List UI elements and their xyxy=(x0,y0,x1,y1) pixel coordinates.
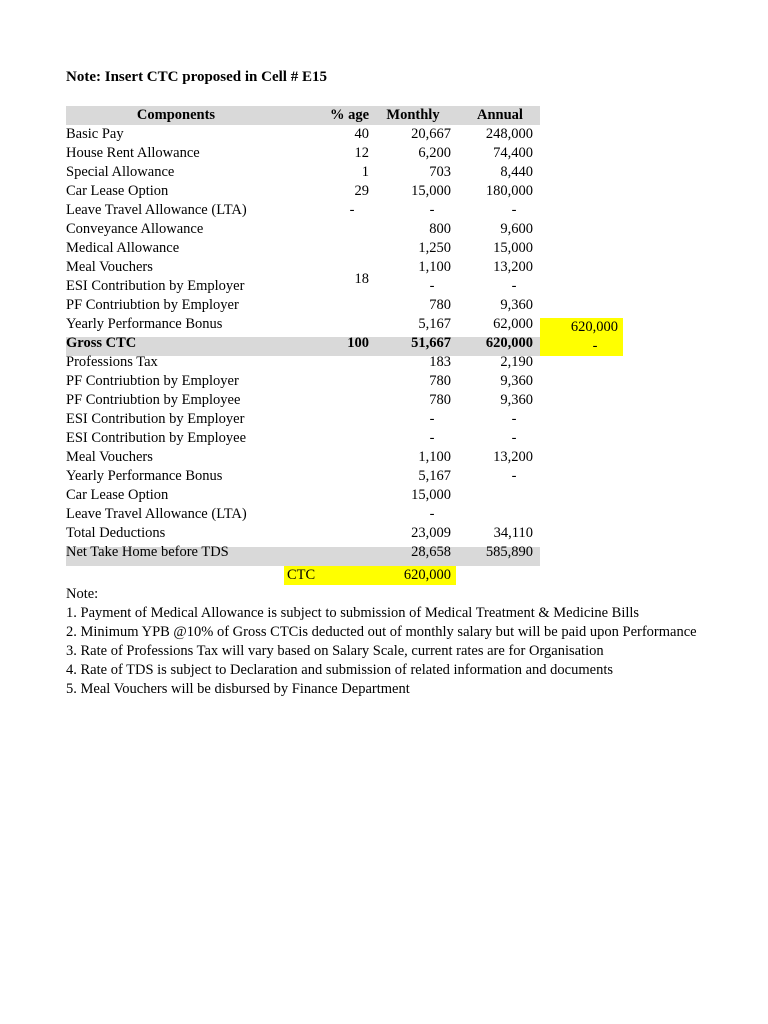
row-label: PF Contriubtion by Employer xyxy=(66,373,239,389)
row-pct xyxy=(300,543,369,562)
row-annual: 9,360 xyxy=(500,297,533,313)
row-monthly: 780 xyxy=(429,297,451,313)
row-monthly: 23,009 xyxy=(411,525,451,541)
ctc-input-dash: - xyxy=(592,338,598,354)
row-label: Car Lease Option xyxy=(66,487,169,503)
ctc-value: 620,000 xyxy=(403,567,451,583)
row-pct xyxy=(300,315,369,334)
row-label: Conveyance Allowance xyxy=(66,221,204,237)
row-pct xyxy=(300,391,369,410)
row-monthly: 1,100 xyxy=(418,449,451,465)
row-pct xyxy=(300,429,369,448)
row-label: Gross CTC xyxy=(66,335,137,351)
row-monthly: - xyxy=(429,430,435,446)
row-monthly: 800 xyxy=(429,221,451,237)
row-label: Professions Tax xyxy=(66,354,158,370)
row-pct xyxy=(300,410,369,429)
row-annual: - xyxy=(511,278,517,294)
row-pct xyxy=(300,372,369,391)
row-annual xyxy=(460,486,533,505)
row-annual: 9,600 xyxy=(500,221,533,237)
row-annual: 2,190 xyxy=(500,354,533,370)
header-components: Components xyxy=(136,107,216,123)
row-pct xyxy=(300,353,369,372)
row-pct: 12 xyxy=(354,145,369,161)
row-monthly: 5,167 xyxy=(418,468,451,484)
row-monthly: 780 xyxy=(429,373,451,389)
row-annual: 180,000 xyxy=(485,183,533,199)
row-label: Medical Allowance xyxy=(66,240,180,256)
row-annual: 13,200 xyxy=(493,259,533,275)
row-annual: 9,360 xyxy=(500,392,533,408)
header-monthly: Monthly xyxy=(386,107,440,123)
row-pct: 1 xyxy=(361,164,369,180)
row-pct: 100 xyxy=(347,335,369,351)
header-annual: Annual xyxy=(477,107,523,123)
row-annual: 62,000 xyxy=(493,316,533,332)
row-label: ESI Contribution by Employee xyxy=(66,430,247,446)
row-annual: - xyxy=(511,468,517,484)
row-annual: 15,000 xyxy=(493,240,533,256)
row-label: ESI Contribution by Employer xyxy=(66,411,245,427)
row-annual: 248,000 xyxy=(485,126,533,142)
row-monthly: - xyxy=(429,278,435,294)
note-item-5: 5. Meal Vouchers will be disbursed by Finance Department xyxy=(66,681,410,697)
row-monthly: 780 xyxy=(429,392,451,408)
row-label: ESI Contribution by Employer xyxy=(66,278,245,294)
row-monthly: 15,000 xyxy=(411,487,451,503)
row-pct: 29 xyxy=(354,183,369,199)
row-pct xyxy=(300,220,369,239)
row-label: Leave Travel Allowance (LTA) xyxy=(66,506,247,522)
merged-pct-cell: 18 xyxy=(354,271,369,287)
row-monthly: 1,250 xyxy=(418,240,451,256)
row-pct xyxy=(300,486,369,505)
row-label: Special Allowance xyxy=(66,164,175,180)
sheet-note-heading: Note: Insert CTC proposed in Cell # E15 xyxy=(66,69,327,85)
row-monthly: - xyxy=(429,411,435,427)
row-monthly: 51,667 xyxy=(411,335,451,351)
row-annual xyxy=(460,505,533,524)
row-label: Basic Pay xyxy=(66,126,124,142)
row-pct xyxy=(300,239,369,258)
row-pct xyxy=(300,467,369,486)
row-annual: 9,360 xyxy=(500,373,533,389)
row-label: Yearly Performance Bonus xyxy=(66,316,223,332)
note-item-1: 1. Payment of Medical Allowance is subject to submission of Medical Treatment & Medicine Bills xyxy=(66,605,640,621)
row-pct: - xyxy=(349,202,355,218)
row-monthly: 703 xyxy=(429,164,451,180)
row-monthly: 183 xyxy=(429,354,451,370)
row-annual: 8,440 xyxy=(500,164,533,180)
note-item-3: 3. Rate of Professions Tax will vary based on Salary Scale, current rates are for Organisation xyxy=(66,643,604,659)
row-annual: - xyxy=(511,430,517,446)
ctc-input-cell[interactable]: 620,000 xyxy=(570,319,618,335)
row-monthly: 20,667 xyxy=(411,126,451,142)
row-monthly: 28,658 xyxy=(411,544,451,560)
row-label: Meal Vouchers xyxy=(66,449,153,465)
note-item-4: 4. Rate of TDS is subject to Declaration and submission of related information and documents xyxy=(66,662,613,678)
note-item-2: 2. Minimum YPB @10% of Gross CTCis deducted out of monthly salary but will be paid upon Performance xyxy=(66,624,697,640)
row-label: House Rent Allowance xyxy=(66,145,200,161)
row-label: Total Deductions xyxy=(66,525,166,541)
row-pct xyxy=(300,505,369,524)
row-label: Car Lease Option xyxy=(66,183,169,199)
row-annual: 13,200 xyxy=(493,449,533,465)
ctc-label: CTC xyxy=(287,567,316,583)
row-monthly: 1,100 xyxy=(418,259,451,275)
row-monthly: 6,200 xyxy=(418,145,451,161)
row-pct: 40 xyxy=(354,126,369,142)
row-pct xyxy=(300,524,369,543)
notes-title: Note: xyxy=(66,586,99,602)
row-label: PF Contriubtion by Employer xyxy=(66,297,239,313)
row-pct xyxy=(300,296,369,315)
row-label: Yearly Performance Bonus xyxy=(66,468,223,484)
row-pct xyxy=(300,448,369,467)
row-monthly: - xyxy=(429,202,435,218)
row-annual: - xyxy=(511,202,517,218)
row-annual: 34,110 xyxy=(493,525,533,541)
row-monthly: 15,000 xyxy=(411,183,451,199)
row-annual: 585,890 xyxy=(485,544,533,560)
row-label: Net Take Home before TDS xyxy=(66,544,229,560)
row-monthly: - xyxy=(429,506,435,522)
header-pct: % age xyxy=(329,107,369,123)
row-label: PF Contriubtion by Employee xyxy=(66,392,241,408)
row-monthly: 5,167 xyxy=(418,316,451,332)
row-label: Meal Vouchers xyxy=(66,259,153,275)
row-label: Leave Travel Allowance (LTA) xyxy=(66,202,247,218)
row-annual: - xyxy=(511,411,517,427)
row-annual: 620,000 xyxy=(485,335,533,351)
row-annual: 74,400 xyxy=(493,145,533,161)
